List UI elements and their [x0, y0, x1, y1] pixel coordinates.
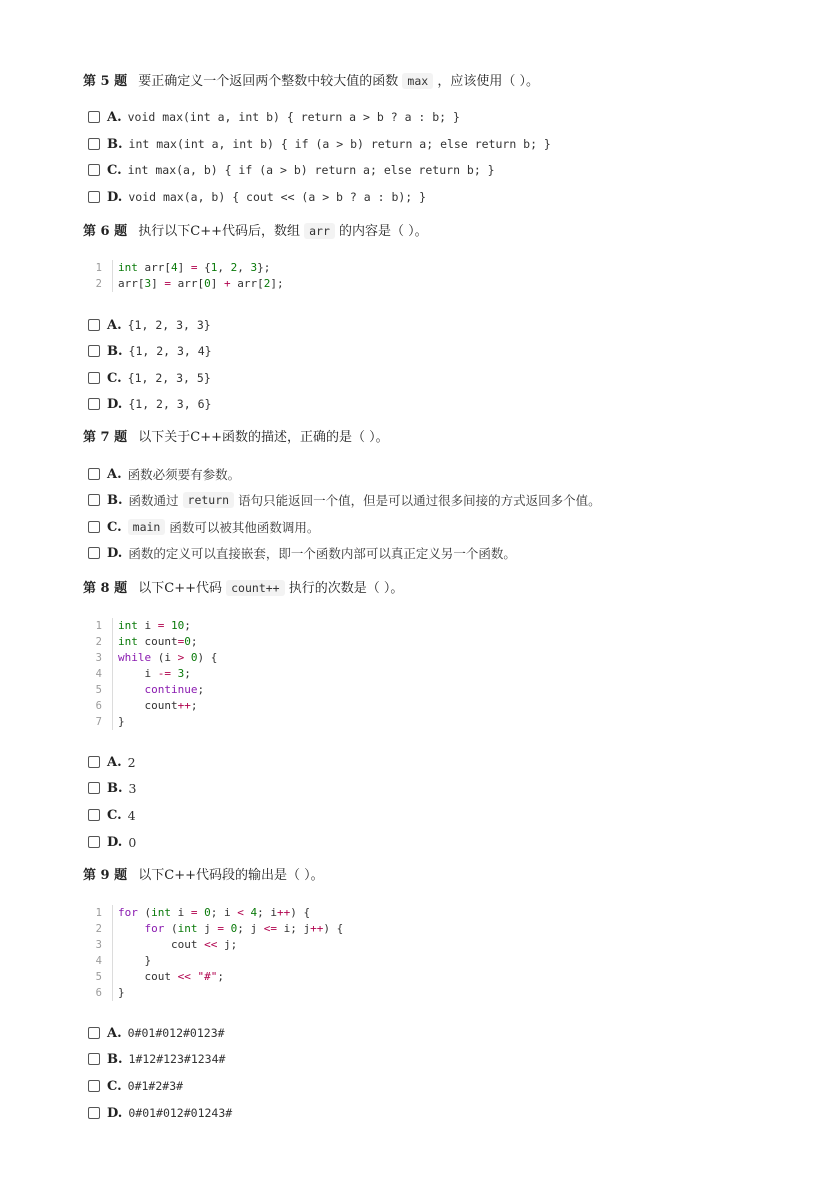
option-label: C. [107, 370, 122, 386]
option-code: int max(int a, int b) { if (a > b) return a; else return b; } [128, 137, 551, 151]
option-label: B. [107, 780, 123, 796]
option-code: {1, 2, 3, 6} [128, 397, 212, 411]
code-line [88, 666, 788, 682]
option-text: 0 [128, 834, 137, 850]
question-text: 的内容是（ ）。 [339, 224, 428, 239]
checkbox[interactable] [88, 1107, 100, 1119]
inline-code: main [128, 519, 166, 535]
option-d[interactable] [88, 544, 516, 562]
option-c[interactable] [88, 518, 319, 536]
code-line [88, 953, 788, 969]
line-number: 2 [95, 278, 102, 290]
code-line [88, 937, 788, 953]
line-number: 5 [95, 971, 102, 983]
code-line [88, 698, 788, 714]
option-label: A. [107, 317, 122, 333]
checkbox[interactable] [88, 138, 100, 150]
code-line [88, 985, 788, 1001]
question-number: 第 7 题 [83, 430, 128, 445]
line-number: 4 [95, 668, 102, 680]
code-line [88, 905, 788, 921]
checkbox[interactable] [88, 111, 100, 123]
question-number: 第 8 题 [83, 581, 128, 596]
question-stem [83, 430, 389, 446]
option-label: D. [107, 834, 123, 850]
inline-code: return [183, 492, 235, 508]
checkbox[interactable] [88, 372, 100, 384]
question-number: 第 9 题 [83, 868, 128, 883]
checkbox[interactable] [88, 756, 100, 768]
option-text: 4 [127, 807, 136, 823]
option-c[interactable] [88, 806, 136, 824]
option-a[interactable] [88, 753, 136, 771]
option-text: 函数通过 [128, 493, 179, 508]
checkbox[interactable] [88, 398, 100, 410]
question-text: 以下关于C++函数的描述，正确的是（ ）。 [138, 430, 389, 445]
option-label: C. [107, 807, 122, 823]
checkbox[interactable] [88, 547, 100, 559]
option-a[interactable] [88, 465, 240, 483]
code-line [88, 276, 788, 292]
option-text: 2 [127, 754, 136, 770]
option-label: D. [107, 189, 123, 205]
line-number: 1 [95, 262, 102, 274]
question-stem [83, 223, 428, 240]
checkbox[interactable] [88, 1027, 100, 1039]
option-b[interactable] [88, 342, 212, 360]
line-number: 3 [95, 939, 102, 951]
option-d[interactable] [88, 1104, 232, 1122]
question-text: ，应该使用（ ）。 [437, 74, 539, 89]
code-text: int i = 10; [118, 619, 191, 632]
code-line [88, 260, 788, 276]
option-label: D. [107, 396, 123, 412]
code-text: } [118, 954, 152, 967]
checkbox[interactable] [88, 1080, 100, 1092]
code-block [88, 905, 788, 1001]
code-text: int count=0; [118, 635, 198, 648]
code-text: arr[3] = arr[0] + arr[2]; [118, 277, 284, 290]
line-number: 1 [95, 620, 102, 632]
option-c[interactable] [88, 1077, 183, 1095]
code-line [88, 714, 788, 730]
checkbox[interactable] [88, 494, 100, 506]
option-text: 函数的定义可以直接嵌套，即一个函数内部可以真正定义另一个函数。 [128, 546, 516, 561]
inline-code: arr [304, 223, 335, 239]
option-code: void max(a, b) { cout << (a > b ? a : b); } [128, 190, 427, 204]
line-number: 3 [95, 652, 102, 664]
question-text: 以下C++代码 [138, 581, 222, 596]
option-b[interactable] [88, 1050, 225, 1068]
code-block [88, 618, 788, 730]
option-label: A. [107, 466, 122, 482]
checkbox[interactable] [88, 468, 100, 480]
option-text: 语句只能返回一个值，但是可以通过很多间接的方式返回多个值。 [238, 493, 601, 508]
option-code: int max(a, b) { if (a > b) return a; else return b; } [127, 163, 495, 177]
option-d[interactable] [88, 833, 136, 851]
option-a[interactable] [88, 316, 211, 334]
option-label: A. [107, 754, 122, 770]
code-text: } [118, 715, 125, 728]
option-label: B. [107, 136, 123, 152]
code-line [88, 650, 788, 666]
checkbox[interactable] [88, 836, 100, 848]
option-label: B. [107, 1051, 123, 1067]
option-text: 3 [128, 780, 137, 796]
option-text: 函数必须要有参数。 [127, 467, 241, 482]
code-block [88, 260, 788, 292]
question-text: 执行的次数是（ ）。 [288, 581, 404, 596]
option-text: 函数可以被其他函数调用。 [169, 520, 320, 535]
code-line [88, 618, 788, 634]
option-label: D. [107, 1105, 123, 1121]
line-number: 4 [95, 955, 102, 967]
line-number: 1 [95, 907, 102, 919]
question-text: 以下C++代码段的输出是（ ）。 [138, 868, 324, 883]
code-text: count++; [118, 699, 198, 712]
line-number: 6 [95, 700, 102, 712]
line-number: 5 [95, 684, 102, 696]
option-c[interactable] [88, 161, 495, 179]
option-code: {1, 2, 3, 5} [127, 371, 211, 385]
question-text: 要正确定义一个返回两个整数中较大值的函数 [138, 74, 399, 89]
option-label: B. [107, 492, 123, 508]
option-code: {1, 2, 3, 3} [127, 318, 211, 332]
code-text: int arr[4] = {1, 2, 3}; [118, 261, 271, 274]
line-number: 6 [95, 987, 102, 999]
code-text: cout << "#"; [118, 970, 224, 983]
option-code: {1, 2, 3, 4} [128, 344, 212, 358]
checkbox[interactable] [88, 345, 100, 357]
code-line [88, 969, 788, 985]
inline-code: max [402, 73, 433, 89]
option-a[interactable] [88, 1024, 225, 1042]
option-b[interactable] [88, 135, 551, 153]
checkbox[interactable] [88, 191, 100, 203]
code-text: i -= 3; [118, 667, 191, 680]
line-number: 2 [95, 636, 102, 648]
code-line [88, 682, 788, 698]
line-number: 7 [95, 716, 102, 728]
question-stem [83, 73, 539, 90]
question-text: 执行以下C++代码后，数组 [138, 224, 300, 239]
option-code: 0#01#012#01243# [128, 1106, 233, 1120]
code-line [88, 634, 788, 650]
option-label: C. [107, 162, 122, 178]
code-text: continue; [144, 683, 205, 696]
option-d[interactable] [88, 188, 426, 206]
option-label: B. [107, 343, 123, 359]
option-code: void max(int a, int b) { return a > b ? a : b; } [127, 110, 460, 124]
code-text: for (int i = 0; i < 4; i++) { [118, 906, 311, 919]
code-text: } [118, 986, 125, 999]
question-number: 第 5 题 [83, 74, 128, 89]
option-a[interactable] [88, 108, 460, 126]
option-label: A. [107, 109, 122, 125]
question-stem [83, 580, 403, 597]
checkbox[interactable] [88, 164, 100, 176]
question-number: 第 6 题 [83, 224, 128, 239]
option-code: 0#1#2#3# [127, 1079, 184, 1093]
checkbox[interactable] [88, 809, 100, 821]
option-label: C. [107, 519, 122, 535]
checkbox[interactable] [88, 1053, 100, 1065]
code-line [88, 921, 788, 937]
question-stem [83, 868, 324, 884]
option-d[interactable] [88, 395, 211, 413]
code-text: cout << j; [118, 938, 238, 951]
checkbox[interactable] [88, 782, 100, 794]
line-number: 2 [95, 923, 102, 935]
code-text: for (int j = 0; j <= i; j++) { [144, 922, 344, 935]
checkbox[interactable] [88, 521, 100, 533]
inline-code: count++ [226, 580, 284, 596]
option-b[interactable] [88, 779, 136, 797]
option-label: C. [107, 1078, 122, 1094]
option-label: D. [107, 545, 123, 561]
code-text: while (i > 0) { [118, 651, 218, 664]
option-code: 0#01#012#0123# [127, 1026, 225, 1040]
option-code: 1#12#123#1234# [128, 1052, 226, 1066]
checkbox[interactable] [88, 319, 100, 331]
option-b[interactable] [88, 491, 601, 509]
option-c[interactable] [88, 369, 211, 387]
option-label: A. [107, 1025, 122, 1041]
